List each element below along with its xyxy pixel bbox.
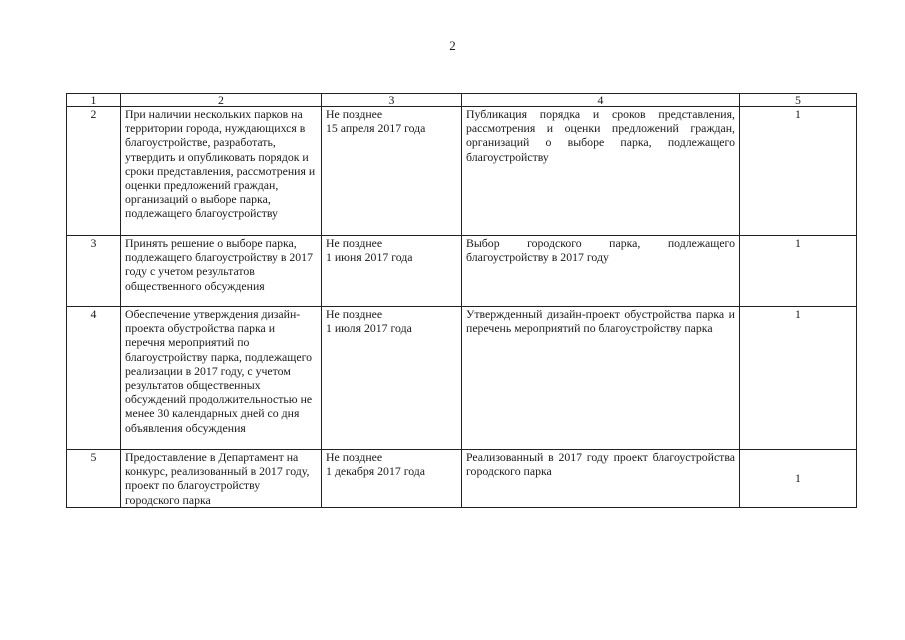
result-cell: Реализованный в 2017 году проект благоустройства городского парка [462,450,740,508]
result-cell: Публикация порядка и сроков представления, рассмотрения и оценки предложений граждан, организаций о выборе парка, подлежащего благоустройству [462,107,740,236]
table-row [67,307,857,450]
deadline-line: Не позднее [326,450,383,464]
deadline-date: 1 июля 2017 года [326,321,412,336]
table-row [67,236,857,307]
table-row [67,107,857,236]
plan-table [66,93,857,508]
deadline-cell [322,236,462,307]
table-row [67,450,857,508]
deadline-date: 1 декабря 2017 года [326,464,426,479]
column-header: 1 [67,94,121,107]
column-header: 2 [121,94,322,107]
col5-cell: 1 [740,107,857,236]
row-number: 5 [67,450,121,508]
col5-cell: 1 [740,307,857,450]
action-cell: Принять решение о выборе парка, подлежащего благоустройству в 2017 году с учетом результатов общественного обсуждения [121,236,322,307]
page-number: 2 [449,38,456,53]
column-header: 4 [462,94,740,107]
action-cell: При наличии нескольких парков на территории города, нуждающихся в благоустройстве, разработать, утвердить и опубликовать порядок и сроки представления, рассмотрения и оценки предложений граждан, организаций о выборе парка, подлежащего благоустройству [121,107,322,236]
col5-cell: 1 [740,236,857,307]
table-header-row [67,94,857,107]
action-cell: Обеспечение утверждения дизайн-проекта обустройства парка и перечня мероприятий по благоустройству парка, подлежащего реализации в 2017 году, с учетом результатов общественных обсуждений продолжительностью не менее 30 календарных дней со дня объявления обсуждения [121,307,322,450]
deadline-cell [322,450,462,508]
deadline-date: 15 апреля 2017 года [326,121,426,136]
row-number: 3 [67,236,121,307]
deadline-line: Не позднее [326,307,383,321]
col5-cell: 1 [740,450,857,508]
deadline-cell [322,307,462,450]
deadline-date: 1 июня 2017 года [326,250,413,265]
deadline-line: Не позднее [326,236,383,250]
result-cell: Выбор городского парка, подлежащего благоустройству в 2017 году [462,236,740,307]
column-header: 5 [740,94,857,107]
row-number: 2 [67,107,121,236]
deadline-cell [322,107,462,236]
deadline-line: Не позднее [326,107,383,121]
action-cell: Предоставление в Департамент на конкурс, реализованный в 2017 году, проект по благоустройству городского парка [121,450,322,508]
column-header: 3 [322,94,462,107]
row-number: 4 [67,307,121,450]
result-cell: Утвержденный дизайн-проект обустройства парка и перечень мероприятий по благоустройству парка [462,307,740,450]
